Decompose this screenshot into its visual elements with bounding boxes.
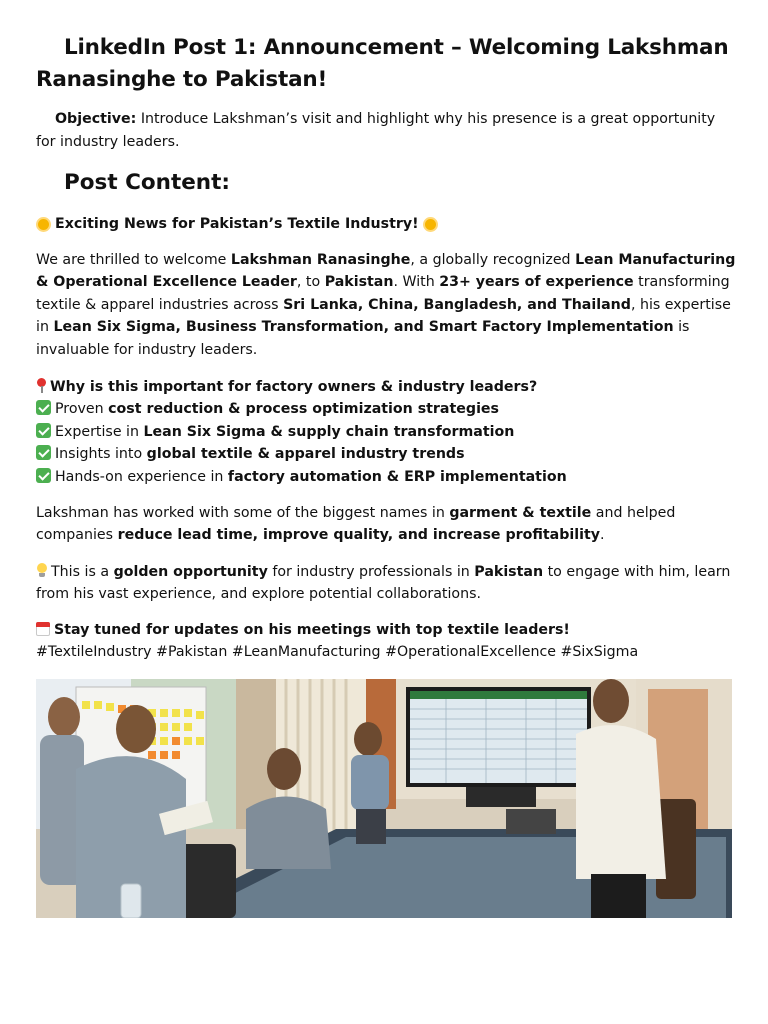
intro-bold: Lean Manufacturing & Operational Excellence Leader [36,252,736,291]
benefit-bold: Lean Six Sigma & supply chain transformation [143,423,515,440]
benefit-item [36,398,736,420]
calendar-icon [36,622,50,636]
intro-text: , a globally recognized [410,252,576,268]
benefit-item [36,443,736,465]
intro-text: , his expertise in [36,296,731,336]
golden-bold: golden opportunity [113,564,268,580]
objective-text: Introduce Lakshman’s visit and highlight why his presence is a great opportunity for industry leaders. [36,111,716,150]
golden-text: This is a [51,564,114,580]
worked-bold: reduce lead time, improve quality, and increase profitability [117,527,601,544]
objective [36,108,736,154]
meeting-photo [36,679,732,918]
stay-tuned [36,619,736,641]
golden-text: for industry professionals in [267,564,475,580]
intro-bold: Sri Lanka, China, Bangladesh, and Thailand [283,296,631,313]
headline [36,213,736,235]
benefit-bold: global textile & apparel industry trends [146,446,465,463]
benefit-item [36,421,736,443]
check-mark-icon [36,445,51,460]
benefit-item [36,466,736,488]
check-mark-icon [36,468,51,483]
golden-paragraph [36,561,736,606]
post-title: LinkedIn Post 1: Announcement – Welcoming Lakshman Ranasinghe to Pakistan! [36,35,729,92]
post-content-heading: Post Content: [64,170,230,195]
benefit-prefix: Insights into [55,446,147,463]
intro-bold: Pakistan [324,274,394,291]
headline-text: Exciting News for Pakistan’s Textile Industry! [55,216,419,232]
intro-text: is invaluable for industry leaders. [36,319,690,358]
round-pushpin-icon [36,378,46,393]
check-mark-icon [36,423,51,438]
intro-text: transforming textile & apparel industries across [36,274,730,313]
intro-bold: 23+ years of experience [439,274,634,291]
worked-bold: garment & textile [449,505,592,521]
intro-bold: Lean Six Sigma, Business Transformation, and Smart Factory Implementation [53,319,674,336]
light-bulb-icon [36,563,47,578]
benefit-bold: cost reduction & process optimization strategies [108,401,499,418]
intro-text: , to [296,274,325,291]
worked-text: Lakshman has worked with some of the biggest names in [36,505,450,521]
benefit-bold: factory automation & ERP implementation [227,468,567,485]
intro-bold: Lakshman Ranasinghe [230,252,411,268]
benefits-list [36,376,736,488]
benefit-prefix: Proven [55,401,109,418]
intro-text: . With [393,274,440,291]
check-mark-icon [36,400,51,415]
hashtags: #TextileIndustry #Pakistan #LeanManufacturing #OperationalExcellence #SixSigma [36,644,639,660]
golden-bold: Pakistan [474,564,544,580]
worked-text: and helped companies [36,505,676,544]
worked-paragraph [36,502,736,547]
sun-icon [425,219,436,230]
stay-tuned-text: Stay tuned for updates on his meetings with top textile leaders! [54,622,570,638]
benefit-prefix: Expertise in [55,423,144,440]
intro-paragraph [36,249,736,361]
why-heading [36,376,736,398]
benefit-prefix: Hands-on experience in [55,468,228,485]
golden-text: to engage with him, learn from his vast experience, and explore potential collaborations. [36,564,731,603]
worked-text: . [600,527,605,544]
objective-label: Objective: [55,111,137,127]
sun-icon [38,219,49,230]
intro-text: We are thrilled to welcome [36,252,231,268]
why-heading-text: Why is this important for factory owners & industry leaders? [50,379,538,395]
